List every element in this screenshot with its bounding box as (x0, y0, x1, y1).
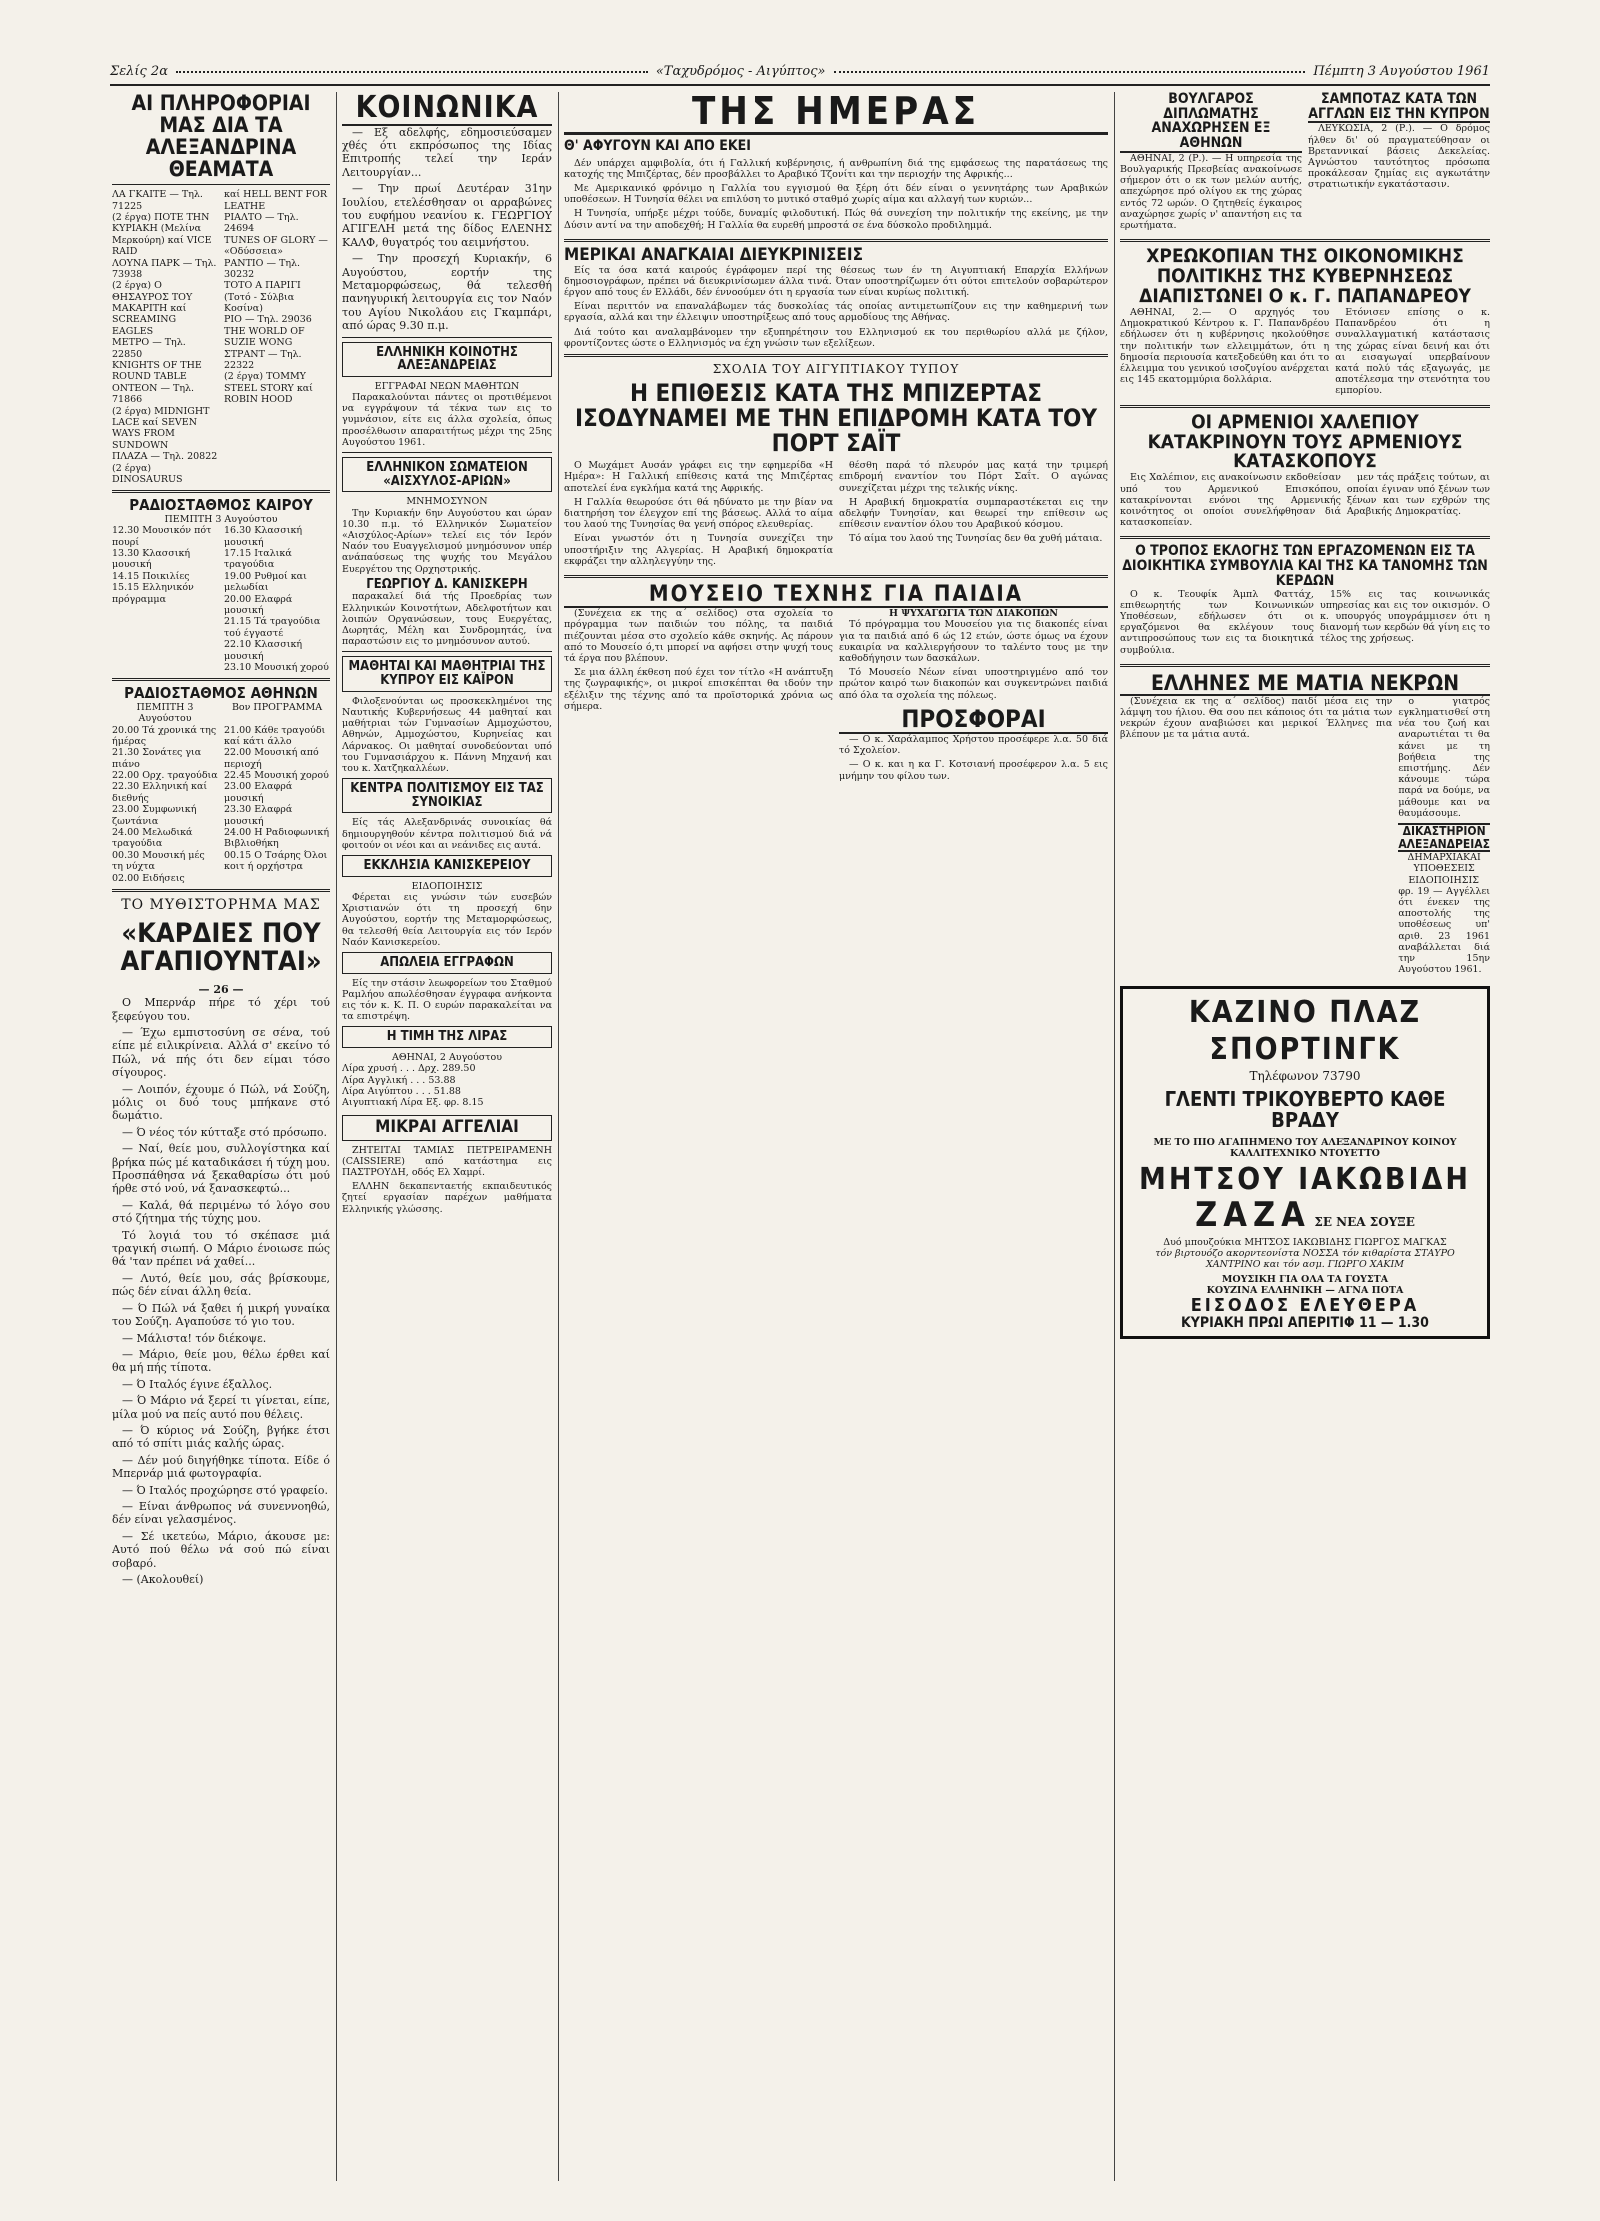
lira-table (342, 1063, 552, 1109)
news1-text: ΑΘΗΝΑΙ, 2 (Ρ.). — Η υπηρεσία της Βουλγαρικής Πρεσβείας ανακοίνωσε σήμερον ότι ο εκ των μελών αυτής, απεχώρησε πρό ολίγου εκ της χώρας εντός 72 ωρών. Ο ζητηθείς έγκαιρος αναχώρησε χωρίς ν' απαντήση εις τα ερωτήματα. (1120, 152, 1302, 231)
radio-program-item: 16.30 Κλασσική μουσική (224, 525, 303, 548)
radio-cairo-schedule (112, 525, 330, 673)
museum-paragraph: Σε μια άλλη έκθεση πού έχει τον τίτλο «Η ανάπτυξη της ζωγραφικής», οι μικροί επισκέπται θα ιδούν την εξέλιξιν της τέχνης από τα προϊστορικά χρόνια ως σήμερα. (564, 667, 833, 712)
armen-title: ΟΙ ΑΡΜΕΝΙΟΙ ΧΑΛΕΠΙΟΥ ΚΑΤΑΚΡΙΝΟΥΝ ΤΟΥΣ ΑΡΜΕΝΙΟΥΣ ΚΑΤΑΣΚΟΠΟΥΣ (1147, 410, 1463, 473)
article2-paragraph: Διά τούτο και αναλαμβάνομεν την εξυπηρέτησιν του Ελληνισμού εκ του περιθωρίου αλλά με ζήλον, φροντίζοντες ώστε ο Ελληνισμός να έχη γνώσιν των εξελίξεων. (564, 326, 1108, 349)
novel-paragraph: — (Ακολουθεί) (122, 1573, 204, 1587)
radio-cairo-date: ΠΕΜΠΤΗ 3 Αυγούστου (164, 514, 278, 526)
radio-program-item: 20.00 Ελαφρά μουσική (224, 593, 293, 617)
novel-paragraph: — Καλά, θά περιμένω τό λόγο σου στό ζήτημα τής τύχης μου. (112, 1198, 330, 1226)
cinema-listing: ΠΛΑΖΑ — Τηλ. 20822 (112, 451, 218, 463)
museum-paragraph: Τό Μουσείο Νέων είναι υποστηριγμένο από τον πρώτον καιρό των διακοπών και συγκεντρώνει παιδιά από όλα τα σχολεία της πόλεως. (839, 667, 1108, 701)
cinema-listing: ΤΟΤΟ Α ΠΑΡΙΓΙ (Τοτό - Σύλβια Κοσίνα) (224, 280, 301, 315)
column-1 (112, 92, 330, 2181)
radio-program-item: 22.00 Μουσική από περιοχή (224, 747, 319, 770)
press-text (564, 460, 1108, 570)
press-paragraph: Τό αίμα του λαού της Τυνησίας δεν θα χυθή μάταια. (849, 533, 1103, 545)
dead-title: ΕΛΛΗΝΕΣ ΜΕ ΜΑΤΙΑ ΝΕΚΡΩΝ (1120, 672, 1490, 696)
social-paragraph: — Την προσεχή Κυριακήν, 6 Αυγούστου, εορτήν της Μεταμορφώσεως, θά τελεσθή πανηγυρική λειτουργία εις τον Ναόν του Αγίου Νικολάου εις Γκαμπάρι, από ώρας 9.30 π.μ. (342, 252, 552, 333)
radio-cairo-title: ΡΑΔΙΟΣΤΑΘΜΟΣ ΚΑΙΡΟΥ (129, 496, 313, 515)
radio-program-item: 22.30 Ελληνική καί διεθνής (112, 781, 208, 804)
press-title: Η ΕΠΙΘΕΣΙΣ ΚΑΤΑ ΤΗΣ ΜΠΙΖΕΡΤΑΣ ΙΣΟΔΥΝΑΜΕΙ ΜΕ ΤΗΝ ΕΠΙΔΡΟΜΗ ΚΑΤΑ ΤΟΥ ΠΟΡΤ ΣΑΪΤ (574, 378, 1098, 458)
article1-paragraph: Δέν υπάρχει αμφιβολία, ότι ή Γαλλική κυβέρνησις, ή ανθρωπίνη διά της εμφάσεως της παρατάσεως της κατοχής της Μπιζέρτας, δέν προσβάλλει το Αραβικό Τζονίτι και την περιοχήν της Αφρικής... (564, 157, 1108, 180)
radio-program-item: 24.00 Μελωδικά τραγούδια (112, 827, 193, 850)
novel-paragraph: — Έχω εμπιστοσύνη σε σένα, τού είπε μέ ειλικρίνεια. Αλλά σ' εκείνο τό Πώλ, νά πής ότι δεν είμαι τόσο σίγουρος. (112, 1025, 330, 1080)
classified-item: ΖΗΤΕΙΤΑΙ ΤΑΜΙΑΣ ΠΕΤΡΕΙΡΑΜΕΝΗ (CAISSIERE) από κατάστημα εις ΠΑΣΤΡΟΥΔΗ, οδός Ελ Χαμρί. (342, 1144, 552, 1179)
lira-row: Λίρα Αιγύπτου . . . 51.88 (342, 1085, 461, 1097)
novel-paragraph: — Σέ ικετεύω, Μάριο, άκουσε με: Αυτό πού θέλω νά σού πώ είναι σοβαρό. (112, 1529, 330, 1570)
novel-paragraph: — Λυτό, θείε μου, σάς βρίσκουμε, πώς δέν είναι άλλη θεία. (112, 1271, 330, 1299)
church-text: Φέρεται εις γνώσιν τών ευσεβών Χριστιανών ότι τη προσεχή 6ην Αυγούστου, εορτήν της Μεταμορφώσεως, θα τελεσθή θεία Λειτουργία εις τόν Ιερόν Ναόν Κανισκερείου. (342, 891, 552, 948)
culture-title: ΚΕΝΤΡΑ ΠΟΛΙΤΙΣΜΟΥ ΕΙΣ ΤΑΣ ΣΥΝΟΙΚΙΑΣ (342, 778, 552, 813)
cinema-listing: KNIGHTS OF THE ROUND TABLE (112, 360, 202, 383)
novel-title: «ΚΑΡΔΙΕΣ ΠΟΥ ΑΓΑΠΙΟΥΝΤΑΙ» (120, 918, 322, 978)
radio-program-item: 23.00 Ελαφρά μουσική (224, 781, 293, 804)
news1-title: ΒΟΥΛΓΑΡΟΣ ΔΙΠΛΩΜΑΤΗΣ ΑΝΑΧΩΡΗΣΕΝ ΕΞ ΑΘΗΝΩΝ (1120, 92, 1302, 153)
classified-item: ΕΛΛΗΝ δεκαπενταετής εκπαιδευτικός ζητεί εργασίαν παρέχων μαθήματα Ελληνικής γλώσσης. (342, 1181, 552, 1215)
cinema-listing: THE WORLD OF SUZIE WONG (224, 325, 305, 349)
radio-program-item: 22.45 Μουσική χορού (224, 770, 329, 782)
cinema-listing: ΡΙΟ — Τηλ. 29036 (224, 314, 312, 326)
school-sub: ΕΓΓΡΑΦΑΙ ΝΕΩΝ ΜΑΘΗΤΩΝ (374, 380, 520, 392)
novel-paragraph: — Λοιπόν, έχουμε ό Πώλ, νά Σούζη, μόλις οι δυό τους μπήκανε στό δωμάτιο. (112, 1082, 330, 1123)
novel-paragraph: — Δέν μού διηγήθηκε τίποτα. Είδε ό Μπερνάρ μιά φωτογραφία. (112, 1453, 330, 1481)
cinema-listing: ΛΑ ΓΚΑΙΤΕ — Τηλ. 71225 (112, 189, 203, 212)
cinema-headline: ΑΙ ΠΛΗΡΟΦΟΡΙΑΙ ΜΑΣ ΔΙΑ ΤΑ ΑΛΕΞΑΝΔΡΙΝΑ ΘΕΑΜΑΤΑ (131, 92, 311, 182)
museum-paragraph: Τό πρόγραμμα του Μουσείου για τις διακοπές είναι για τα παιδιά από 6 ώς 12 ετών, ώστε όμως να έχουν ευκαιρία να καλλιεργήσουν το ταλέντο τους με την καθοδήγησιν των δασκάλων. (839, 619, 1108, 664)
econ-text-a: ΑΘΗΝΑΙ, 2.— Ο αρχηγός του Δημοκρατικού Κέντρου κ. Γ. Παπανδρέου εδήλωσεν ότι η κυβέρνησις ηκολούθησε την πολιτικήν των ελλειμμάτων, ότι η δημοσία περιουσία κατεξοδεύθη και ότι το έλλειμμα του γενικού ισοζυγίου ανέρχεται εις 145 εκατομμύρια δολλάρια. (1120, 306, 1330, 386)
day-title: ΤΗΣ ΗΜΕΡΑΣ (564, 92, 1108, 135)
cinema-listing: (2 έργα) DINOSAURUS (112, 462, 183, 485)
ad-line2: ΜΕ ΤΟ ΠΙΟ ΑΓΑΠΗΜΕΝΟ ΤΟΥ ΑΛΕΞΑΝΔΡΙΝΟΥ ΚΟΙΝΟΥ ΚΑΛΛΙΤΕΧΝΙΚΟ ΝΤΟΥΕΤΤΟ (1153, 1137, 1457, 1160)
press-label: ΣΧΟΛΙΑ ΤΟΥ ΑΙΓΥΠΤΙΑΚΟΥ ΤΥΠΟΥ (712, 362, 960, 377)
article1-text (564, 158, 1108, 234)
novel-part: — 26 — (198, 982, 244, 996)
novel-paragraph: — Ό νέος τόν κύτταξε στό πρόσωπο. (122, 1125, 328, 1139)
lira-date: ΑΘΗΝΑΙ, 2 Αυγούστου (391, 1052, 502, 1063)
novel-paragraph: — Ναί, θείε μου, συλλογίστηκα καί βρήκα πώς μέ καταδικάσει ή τύχη μου. Προσπάθησα νά ξεκαθαρίσω ότι μού ήρθε στό νού, νά ξανασκεφτώ... (112, 1142, 330, 1196)
classified-title: ΜΙΚΡΑΙ ΑΓΓΕΛΙΑΙ (342, 1115, 552, 1141)
novel-paragraph: — Ό Ιταλός έγινε έξαλλος. (122, 1377, 273, 1391)
novel-paragraph: — Ό Πώλ νά ξαθει ή μικρή γυναίκα του Σούζη. Αγαπούσε τό γιο του. (112, 1301, 330, 1329)
column-3 (564, 92, 1108, 2181)
lira-row: Λίρα Αγγλική . . . 53.88 (342, 1074, 456, 1086)
radio-program-item: 22.10 Κλασσική μουσική (224, 639, 303, 662)
press-paragraph: Είναι γνωστόν ότι η Τυνησία συνεχίζει την υποστήριξιν της Αλγερίας. Η Αραβική δημοκρατία εκφράζει την αλληλεγγύην της. (564, 533, 833, 567)
cinema-listing: ΛΟΥΝΑ ΠΑΡΚ — Τηλ. 73938 (112, 257, 217, 280)
syndesmos-sub: ΜΝΗΜΟΣΥΝΟΝ (406, 496, 488, 508)
ad-phone: Τηλέφωνον 73790 (1249, 1068, 1361, 1083)
radio-program-item: 17.15 Ιταλικά τραγούδια (224, 548, 292, 571)
church-title: ΕΚΚΛΗΣΙΑ ΚΑΝΙΣΚΕΡΕΙΟΥ (342, 855, 552, 877)
ad-name2-tag: ΣΕ ΝΕΑ ΣΟΥΞΕ (1314, 1215, 1415, 1230)
kaniskeri-title: ΓΕΩΡΓΙΟΥ Δ. ΚΑΝΙΣΚΕΡΗ (366, 576, 528, 592)
elect-title: Ο ΤΡΟΠΟΣ ΕΚΛΟΓΗΣ ΤΩΝ ΕΡΓΑΖΟΜΕΝΩΝ ΕΙΣ ΤΑ ΔΙΟΙΚΗΤΙΚΑ ΣΥΜΒΟΥΛΙΑ ΚΑΙ ΤΗΣ ΚΑ ΤΑΝΟΜΗΣ ΤΩΝ ΚΕΡΔΩΝ (1122, 543, 1488, 589)
ad-line5: ΜΟΥΣΙΚΗ ΓΙΑ ΟΛΑ ΤΑ ΓΟΥΣΤΑ (1221, 1274, 1389, 1286)
lira-row: Αιγυπτιακή Λίρα Εξ. φρ. 8.15 (342, 1097, 484, 1109)
radio-program-item: 02.00 Ειδήσεις (112, 872, 185, 884)
radio-program-item: 21.15 Τά τραγούδια τού έγγαστέ (224, 616, 321, 639)
lira-row: Λίρα χρυσή . . . Δρχ. 289.50 (342, 1063, 476, 1075)
radio-program-item: 12.30 Μουσικόν πότ πουρί (112, 525, 212, 548)
armen-text-a: Εις Χαλέπιον, εις ανακοίνωσιν εκδοθείσαν υπό του Αρμενικού Επισκόπου, κατακρίνονται ενόνοι της Αρμενικής κοινότητος οι οποίοι συνελήφθησαν διά κατασκοπείαν. (1120, 472, 1341, 529)
novel-paragraph: — Μάριο, θείε μου, θέλω έρθει καί θα μή πής τίποτα. (112, 1347, 330, 1375)
novel-paragraph: Τό λογιά του τό σκέπασε μιά τραγική σιωπή. Ο Μάριο ένοιωσε πώς θά 'ταν πρέπει νά χαθεί... (112, 1228, 330, 1269)
novel-paragraph: — Ό Ιταλός προχώρησε στό γραφείο. (122, 1483, 329, 1497)
cinema-listing: (2 έργα) TOMMY STEEL STORY καί ROBIN HOOD (224, 371, 313, 406)
radio-program-item: 23.00 Συμφωνική ζωντάνια (112, 804, 197, 827)
novel-paragraph: — Ό Μάριο νά ξερεί τι γίνεται, είπε, μίλα μού να πείς αυτό που θέλεις. (112, 1394, 330, 1421)
cyprus-title: ΜΑΘΗΤΑΙ ΚΑΙ ΜΑΘΗΤΡΙΑΙ ΤΗΣ ΚΥΠΡΟΥ ΕΙΣ ΚΑΪΡΟΝ (342, 656, 552, 691)
casino-ad (1120, 986, 1490, 1339)
novel-paragraph: — Μάλιστα! τόν διέκοψε. (122, 1331, 267, 1345)
museum-sub: Η ΨΥΧΑΓΩΓΙΑ ΤΩΝ ΔΙΑΚΟΠΩΝ (889, 608, 1058, 620)
radio-program-item: 00.30 Μουσική μές τη νύχτα (112, 849, 205, 873)
article1-paragraph: Με Αμερικανικό φρόνιμο η Γαλλία του εγγισμού θα ξέρη ότι δέν είναι ο γεννητάρης των Αραβικών υποθέσεων. Η Τυνησία θέλει να επιλύση το μυτικό σταθμό χωρίς αίμα και αλλαγή των κυριών... (564, 182, 1108, 206)
lost-text: Είς την στάσιν λεωφορείων του Σταθμού Ραμλήου απωλέσθησαν έγγραφα ανήκοντα εις τόν κ. Κ. Π. Ο ευρών παρακαλείται να τα επιστρέψη. (342, 977, 552, 1023)
cinema-listing: ΣΤΡΑΝΤ — Τηλ. 22322 (224, 348, 302, 372)
dead-text-b: ο γιατρός εγκληματισθεί στη νέα του ζωή και αναρωτιέται τι θα κάνει με τη βοήθεια της επιστήμης. Δέν κάνουμε τώρα παρά να δούμε, να μάθουμε και να θαυμάσουμε. (1398, 695, 1490, 819)
ad-line6: ΚΟΥΖΙΝΑ ΕΛΛΗΝΙΚΗ — ΑΓΝΑ ΠΟΤΑ (1206, 1285, 1404, 1297)
social-title: ΚΟΙΝΩΝΙΚΑ (342, 92, 552, 126)
econ-text-b: Ετόνισεν επίσης ο κ. Παπανδρέου ότι η συναλλαγματική κατάστασις της χώρας είναι δεινή και ότι αι εισαγωγαί υπερβαίνουν κατά πολύ τάς εξαγωγάς, με αποτέλεσμα την στενότητα του εμπορίου. (1335, 306, 1490, 397)
lira-title: Η ΤΙΜΗ ΤΗΣ ΛΙΡΑΣ (342, 1026, 552, 1048)
classified-text (342, 1145, 552, 1215)
museum-text (564, 608, 1108, 785)
museum-title: ΜΟΥΣΕΙΟ ΤΕΧΝΗΣ ΓΙΑ ΠΑΙΔΙΑ (564, 583, 1108, 608)
radio-program-item: 22.00 Ορχ. τραγούδια (112, 770, 218, 782)
offer-item: — Ο κ. και η κα Γ. Κοτσιανή προσέφερον λ.α. 5 εις μνήμην του φίλου των. (839, 759, 1108, 782)
press-paragraph: Η Αραβική δημοκρατία συμπαραστέκεται εις την αδελφήν Τυνησίαν, και θεωρεί την επίθεσιν ως επίθεσιν εναντίον όλου του Αραβικού κόσμου. (839, 496, 1108, 531)
article1-title: Θ' ΑΦΥΓΟΥΝ ΚΑΙ ΑΠΟ ΕΚΕΙ (564, 137, 751, 154)
courts-text: ΕΙΔΟΠΟΙΗΣΙΣ φρ. 19 — Αγγέλλει ότι ένεκεν της αποστολής της υποθέσεως υπ' αριθ. 23 1961 αναβάλλεται διά την 15ην Αυγούστου 1961. (1398, 874, 1490, 976)
radio-program-item: 23.10 Μουσική χορού (224, 661, 329, 673)
paper-name: «Ταχυδρόμος - Αιγύπτος» (655, 64, 826, 80)
cinema-listing: TUNES OF GLORY — «Οδύσσεια» (224, 234, 328, 258)
press-paragraph: Ο Μωχάμετ Αυσάν γράφει εις την εφημερίδα «Η Ημέρα»: Η Γαλλική επίθεσις κατά της Μπιζέρτας αποτελεί ένα εγκλήμα κατά της Αφρικής. (564, 460, 833, 494)
radio-program-item: 19.00 Ρυθμοί και μελωδίαι (224, 570, 307, 594)
cinema-listing: ΟΝΤΕΟΝ — Τηλ. 71866 (112, 382, 195, 406)
elect-text-a: Ο κ. Τεουφίκ Άμπλ Φαττάχ, επιθεωρητής των Κοινωνικών Υποθέσεων, εδήλωσεν ότι οι εργαζόμενοι θα εκλέγουν τους αντιπροσώπους των εις τα διοικητικά συμβούλια. (1120, 588, 1314, 656)
social-text (342, 126, 552, 333)
church-sub: ΕΙΔΟΠΟΙΗΣΙΣ (411, 880, 483, 892)
novel-paragraph: — Είναι άνθρωπος νά συνεννοηθώ, δέν είναι γελασμένος. (112, 1499, 330, 1527)
article2-title: ΜΕΡΙΚΑΙ ΑΝΑΓΚΑΙΑΙ ΔΙΕΥΚΡΙΝΙΣΕΙΣ (564, 244, 864, 265)
elect-text-b: 15% εις τας κοινωνικάς υπηρεσίας και εις τον οικισμόν. Ο κ. υπουργός υπογράμμισεν ότι η διανομή των κερδών θά γίνη εις το τέλος της χρήσεως. (1319, 588, 1490, 645)
cinema-listing: ΜΕΤΡΟ — Τηλ. 22850 (112, 337, 186, 360)
radio-program-item: 23.30 Ελαφρά μουσική (224, 804, 293, 827)
ad-line7: ΕΙΣΟΔΟΣ ΕΛΕΥΘΕΡΑ (1190, 1294, 1420, 1316)
kaniskeri-text: παρακαλεί διά τής Προεδρίας των Ελληνικών Κοινοτήτων, Αδελφοτήτων και λοιπών Οργανώσεων, τους Ευεργέτας, Δωρητάς, Μέλη και Συνδρομητάς, ίνα παραστώσιν εις το μνημόσυνον αυτού. (342, 591, 552, 648)
courts-title: ΔΙΚΑΣΤΗΡΙΟΝ ΑΛΕΞΑΝΔΡΕΙΑΣ (1398, 824, 1490, 851)
masthead (110, 64, 1490, 80)
syndesmos-title: ΕΛΛΗΝΙΚΟΝ ΣΩΜΑΤΕΙΟΝ «ΑΙΣΧΥΛΟΣ-ΑΡΙΩΝ» (342, 457, 552, 492)
news2-text: ΛΕΥΚΩΣΙΑ, 2 (Ρ.). — Ο δρόμος ήλθεν δι' ού πραγματεύθησαν οι Βρεταννικαί βάσεις Δεκελείας. Αγνώστου ταυτότητος πρόσωπα προκάλεσαν ζημίας εις αγκωτάτην στρατιωτικήν εγκατάστασιν. (1308, 123, 1490, 191)
novel-paragraph: Ο Μπερνάρ πήρε τό χέρι τού ξεφεύγου του. (112, 996, 330, 1023)
radio-program-item: 14.15 Ποικιλίες (112, 570, 190, 582)
radio-program-item: 13.30 Κλασσική μουσική (112, 548, 191, 571)
page-number: Σελίς 2α (110, 64, 168, 80)
article1-paragraph: Η Τυνησία, υπήρξε μέχρι τούδε, δυναμίς φιλοδυτική. Πώς θά συνεχίση την πολιτικήν της εκείνης, με την Δύσιν αντί να την αποδεχθή; Η Γαλλία θα ευρεθή μπροστά σε ένα δύσκολο προδιλημμά. (564, 208, 1108, 231)
ad-title: ΚΑΖΙΝΟ ΠΛΑΖ ΣΠΟΡΤΙΝΓΚ (1188, 995, 1422, 1068)
cyprus-text: Φιλοξενούνται ως προσκεκλημένοι της Ναυτικής Κυβερνήσεως 44 μαθηταί και μαθήτριαι τών Γυμνασίων Αμμοχώστου, Αθηνών, Αμμοχώστου, Κυρηνείας και Λάρνακος. Οι μαθηταί συνοδεύονται υπό του Γυμνασιάρχου κ. Πάννη Μηχανή και του κ. Χατζηκαλλέων. (342, 695, 552, 774)
radio-athens-date: ΠΕΜΠΤΗ 3 Αυγούστου (136, 702, 194, 725)
radio-program-item: 21.30 Σονάτες για πιάνο (112, 747, 202, 770)
school-text: Παρακαλούνται πάντες οι προτιθέμενοι να εγγράψουν τά τέκνα των εις το γυμνάσιον, είτε εις άλλα σχολεία, όπως προσέλθωσιν απαραιτήτως μέχρι της 25ης Αυγούστου 1961. (342, 392, 552, 448)
social-paragraph: — Εξ αδελφής, εδημοσιεύσαμεν χθές ότι εκπρόσωπος της Ιδίας Επιτροπής τελεί την Ιεράν Λειτουργίαν... (342, 125, 552, 179)
cinema-listing: (2 έργα) Ο ΘΗΣΑΥΡΟΣ ΤΟΥ ΜΑΚΑΡΙΤΗ καί SCREAMING EAGLES (112, 280, 193, 337)
cinema-listing: ΡΙΑΛΤΟ — Τηλ. 24694 (224, 211, 299, 235)
press-paragraph: Η Γαλλία θεωρούσε ότι θά ηδύνατο με την βίαν να διατηρήση τον έλεγχον επί της βάσεως. Αλλά το αίμα του λαού της Τυνησίας θα γενή σπόρος ελευθερίας. (564, 496, 833, 531)
radio-program-item: 15.15 Ελληνικόν πρόγραμμα (112, 582, 194, 605)
museum-paragraph: (Συνέχεια εκ της α΄ σελίδος) στα σχολεία το πρόγραμμα των παιδιών του πόλης, τα παιδιά πιέζουνται μέσα στο σχολείο κάθε σκηνής. Ας πάρουν από το Μουσείο ό,τι μπορεί να αφήσει στην ψυχή τους τά έργα που βλέπουν. (564, 608, 833, 664)
novel-text (112, 996, 330, 1996)
cinema-listings (112, 189, 330, 485)
school-title: ΕΛΛΗΝΙΚΗ ΚΟΙΝΟΤΗΣ ΑΛΕΞΑΝΔΡΕΙΑΣ (342, 342, 552, 377)
article2-text (564, 265, 1108, 349)
radio-program-item: 24.00 Η Ραδιοφωνική Βιβλιοθήκη (224, 827, 330, 850)
radio-athens-schedule (112, 725, 330, 884)
radio-program-item: 00.15 Ο Τσάρης Όλοι κοιτ ή ορχήστρα (224, 849, 328, 873)
econ-title: ΧΡΕΩΚΟΠΙΑΝ ΤΗΣ ΟΙΚΟΝΟΜΙΚΗΣ ΠΟΛΙΤΙΚΗΣ ΤΗΣ ΚΥΒΕΡΝΗΣΕΩΣ ΔΙΑΠΙΣΤΩΝΕΙ Ο κ. Γ. ΠΑΠΑΝΔΡΕΟΥ (1139, 245, 1471, 308)
ad-name2: ΖΑΖΑ (1195, 1195, 1311, 1236)
ad-line3: Δυό μπουζούκια ΜΗΤΣΟΣ ΙΑΚΩΒΙΔΗΣ ΓΙΩΡΓΟΣ ΜΑΓΚΑΣ (1163, 1236, 1447, 1248)
radio-program-item: 21.00 Κάθε τραγούδι καί κάτι άλλο (224, 724, 326, 747)
social-paragraph: — Την πρωί Δευτέραν 31ην Ιουλίου, ετελέσθησαν οι αρραβώνες του ευφήμου νεανίου κ. ΓΕΩΡΓΙΟΥ ΑΓΙΓΕΛΗ μετά της δίδος ΕΛΕΝΗΣ ΚΑΛΦ, θυγατρός του αειμνήστου. (342, 182, 552, 249)
ad-line4: τόν βιρτουόζο ακορντεονίστα ΝΟΣΣΑ τόν κιθαρίστα ΣΤΑΥΡΟ ΧΑΝΤΡΙΝΟ και τόν ασμ. ΓΙΩΡΓΟ ΧΑΚΙΜ (1155, 1247, 1455, 1271)
novel-label: ΤΟ ΜΥΘΙΣΤΟΡΗΜΑ ΜΑΣ (121, 897, 321, 913)
radio-program-item: 20.00 Τά χρονικά της ήμέρας (112, 724, 217, 747)
ad-line8: ΚΥΡΙΑΚΗ ΠΡΩΙ ΑΠΕΡΙΤΙΦ 11 — 1.30 (1181, 1314, 1429, 1331)
cinema-listing: (2 έργα) ΠΟΤΕ ΤΗΝ ΚΥΡΙΑΚΗ (Μελίνα Μερκούρη) καί VICE RAID (112, 211, 212, 258)
issue-date: Πέμπτη 3 Αυγούστου 1961 (1313, 64, 1490, 80)
cinema-listing: καί HELL BENT FOR LEATHE (224, 189, 328, 212)
press-paragraph: θέσθη παρά τό πλευρόν μας κατά την τριμερή επιδρομή εναντίον του Πόρτ Σαΐτ. Ο αγώνας συνεχίζεται μέχρι της τελικής νίκης. (839, 460, 1108, 494)
news2-title: ΣΑΜΠΟΤΑΖ ΚΑΤΑ ΤΩΝ ΑΓΓΛΩΝ ΕΙΣ ΤΗΝ ΚΥΠΡΟΝ (1308, 92, 1490, 122)
article2-paragraph: Είναι περιττόν να επαναλάβωμεν τάς δυσκολίας τάς οποίας αντιμετωπίζουν εις την καθημερινή των εργασία, αλλά και την έλλειψιν υποστηρίξεως από τους αρμοδίους της Αθήνας. (564, 301, 1108, 324)
syndesmos-text: Την Κυριακήν 6ην Αυγούστου και ώραν 10.30 π.μ. τό Ελληνικόν Σωματείον «Αισχύλος-Αρίων» τελεί εις τόν Ιερόν Ναόν του Ευαγγελισμού μνημόσυνον υπέρ ανάπαύσεως της ψυχής του Μεγάλου Ευεργέτου της Ορχηστρικής. (342, 507, 552, 575)
offer-item: — Ο κ. Χαράλαμπος Χρήστου προσέφερε λ.α. 50 διά τό Σχολείον. (839, 733, 1108, 757)
dead-text-a: (Συνέχεια εκ της α΄ σελίδος) παιδί μέσα εις την λάμψη του ήλιου. Θα σου πει κάποιος ότι τα μάτια των νεκρών έχουν αναβιώσει και μερικοί Έλληνες πια βλέπουν με τα μάτια αυτά. (1120, 695, 1393, 741)
lost-title: ΑΠΩΛΕΙΑ ΕΓΓΡΑΦΩΝ (342, 952, 552, 974)
ad-name1: ΜΗΤΣΟΥ ΙΑΚΩΒΙΔΗ (1138, 1161, 1472, 1197)
courts-sub: ΔΗΜΑΡΧΙΑΚΑΙ ΥΠΟΘΕΣΕΙΣ (1407, 852, 1481, 875)
radio-athens-sub: Βον ΠΡΟΓΡΑΜΜΑ (231, 702, 323, 714)
column-2 (342, 92, 552, 2181)
column-4 (1120, 92, 1490, 2181)
novel-paragraph: — Ό κύριος νά Σούζη, βγήκε έτσι από τό σπίτι μιάς καλής ώρας. (112, 1423, 330, 1451)
article2-paragraph: Είς τα όσα κατά καιρούς έγράφομεν περί της θέσεως των έν τη Αιγυπτιακή Επαρχία Ελλήνων δημοσιογράφων, πρέπει νά διευκρινίσωμεν άλλα τινά. Όταν υποστηρίζωμεν ότι ούτοι επιτελούν σοβαρώτερον έργον από τους έν Ελλάδι, δέν έννοούμεν ότι η εργασία των είναι κυρίως πολιτική. (564, 264, 1108, 299)
ad-line1: ΓΛΕΝΤΙ ΤΡΙΚΟΥΒΕΡΤΟ ΚΑΘΕ ΒΡΑΔΥ (1164, 1087, 1446, 1133)
armen-text-b: μεν τάς πράξεις τούτων, αι οποίαι έγιναν υπό ξένων των ξένων και των εχθρών της Αραβικής Δημοκρατίας. (1346, 472, 1490, 518)
radio-athens-title: ΡΑΔΙΟΣΤΑΘΜΟΣ ΑΘΗΝΩΝ (124, 684, 318, 703)
cinema-listing: ΡΑΝΤΙΟ — Τηλ. 30232 (224, 257, 301, 280)
culture-text: Είς τάς Αλεξανδρινάς συνοικίας θά δημιουργηθούν κέντρα πολιτισμού διά νά φοιτούν οι νέοι και αι νεάνιδες εις αυτά. (342, 817, 552, 851)
cinema-listing: (2 έργα) MIDNIGHT LACE καί SEVEN WAYS FROM SUNDOWN (112, 405, 210, 451)
offers-title: ΠΡΟΣΦΟΡΑΙ (839, 707, 1108, 734)
